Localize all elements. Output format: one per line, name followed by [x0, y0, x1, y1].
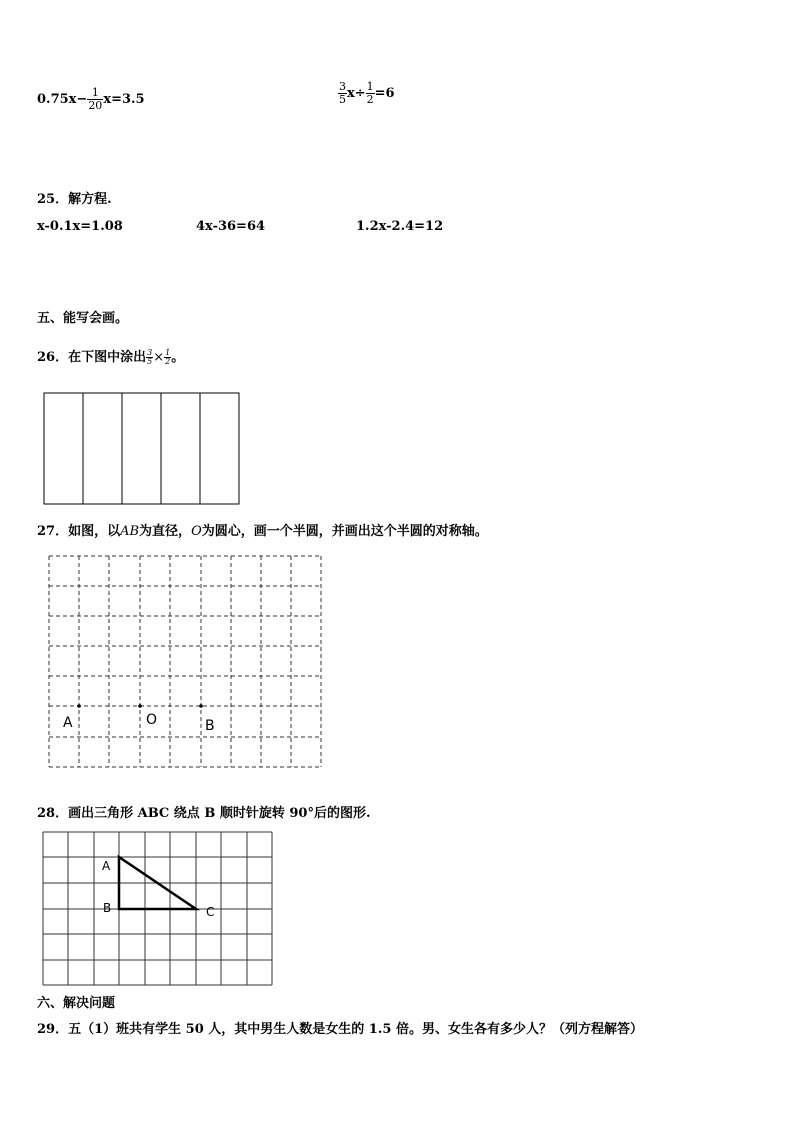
point-b-marker [199, 704, 203, 708]
fraction-numerator: 3 [147, 348, 153, 357]
label-a: A [63, 715, 73, 731]
fraction-denominator: 5 [147, 357, 153, 366]
q26-suffix: 。 [171, 350, 185, 365]
rectangle-outline [44, 393, 239, 504]
fraction-denominator: 5 [339, 93, 346, 106]
q26-rectangle-figure [43, 392, 240, 505]
equation-1-fraction [87, 87, 103, 112]
q25-equation-3: 1.2x-2.4=12 [356, 219, 444, 234]
equation-1 [37, 87, 145, 112]
q25-title: 25．解方程. [37, 192, 112, 207]
q29-text: 29．五（1）班共有学生 50 人，其中男生人数是女生的 1.5 倍。男、女生各有多少人？（列方程解答） [37, 1022, 643, 1037]
fraction-denominator: 20 [88, 99, 103, 112]
q27-prefix: 27．如图，以 [37, 524, 121, 539]
equation-2-fraction-1 [338, 81, 347, 106]
q25-equation-2: 4x-36=64 [196, 219, 266, 234]
fraction-denominator: 2 [165, 357, 171, 366]
q28-square-grid [42, 831, 274, 987]
label-b: B [103, 901, 112, 915]
equation-2-mid: x÷ [347, 86, 366, 101]
times-sign: × [153, 350, 165, 365]
q26-title [37, 346, 184, 366]
fraction-numerator: 1 [165, 348, 171, 357]
q27-point-o: O [191, 524, 202, 539]
equation-1-part-a: 0.75x− [37, 92, 88, 107]
q27-dashed-grid [48, 555, 323, 769]
equation-1-part-b: x=3.5 [103, 92, 145, 107]
q25-equation-1: x-0.1x=1.08 [37, 219, 123, 234]
label-o: O [146, 712, 158, 728]
fraction-numerator: 1 [87, 87, 103, 100]
section-6-heading: 六、解决问题 [37, 996, 116, 1011]
fraction-numerator: 3 [339, 80, 346, 93]
q26-prefix: 26．在下图中涂出 [37, 350, 147, 365]
label-b: B [205, 718, 215, 734]
equation-2-fraction-2 [366, 81, 375, 106]
equation-2 [338, 81, 395, 106]
point-o-marker [138, 704, 142, 708]
q28-title: 28．画出三角形 ABC 绕点 B 顺时针旋转 90°后的图形. [37, 806, 371, 821]
q27-mid-1: 为直径， [139, 524, 192, 539]
point-a-marker [77, 704, 81, 708]
fraction-denominator: 2 [366, 93, 374, 106]
q27-title [37, 520, 488, 539]
q27-mid-2: 为圆心，画一个半圆，并画出这个半圆的对称轴。 [201, 524, 488, 539]
label-a: A [102, 859, 111, 873]
label-c: C [206, 905, 215, 919]
q27-segment-ab: AB [120, 524, 140, 539]
fraction-numerator: 1 [366, 80, 374, 93]
section-5-heading: 五、能写会画。 [37, 311, 129, 326]
equation-2-end: =6 [374, 86, 395, 101]
